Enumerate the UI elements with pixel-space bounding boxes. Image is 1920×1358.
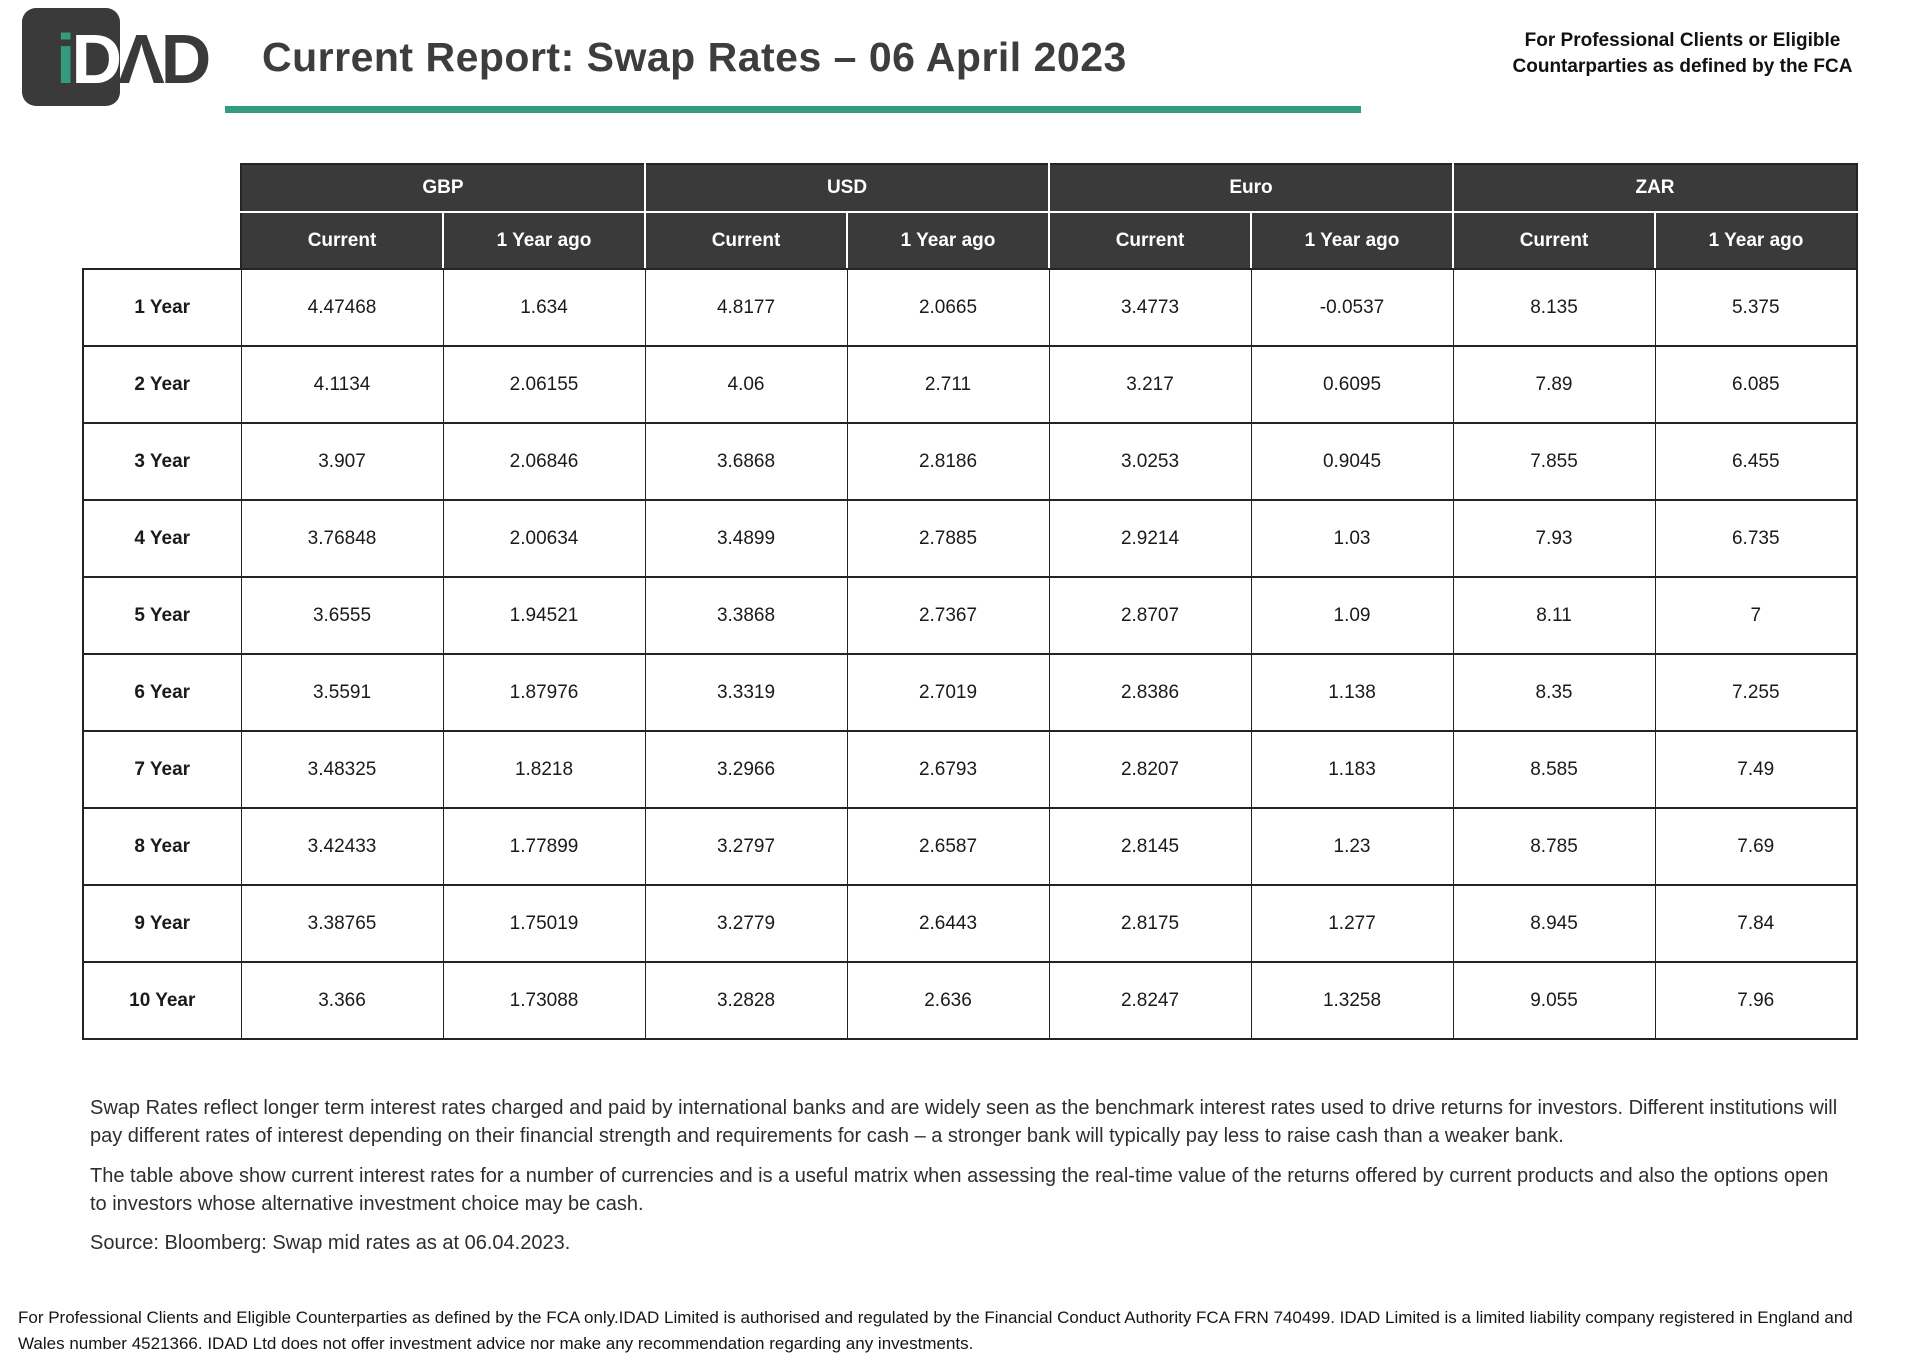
compliance-note-line2: Countarparties as defined by the FCA [1512,55,1853,77]
rate-cell: 8.585 [1453,731,1655,808]
rate-cell: 3.76848 [241,500,443,577]
rate-cell: 3.42433 [241,808,443,885]
rate-cell: 1.277 [1251,885,1453,962]
rate-cell: 2.8145 [1049,808,1251,885]
notes-paragraph-2: The table above show current interest rates for a number of currencies and is a useful matrix when assessing the real-time value of the returns offered by current products and also the options open to investors whose alternative investment choice may be cash. [90,1165,1829,1215]
rate-cell: 3.2797 [645,808,847,885]
rate-cell: 1.8218 [443,731,645,808]
rate-cell: 3.6555 [241,577,443,654]
rate-cell: 3.366 [241,962,443,1039]
notes-paragraph-1: Swap Rates reflect longer term interest rates charged and paid by international banks and are widely seen as the benchmark interest rates used to drive returns for investors. Different institutions will pay different rates of interest depending on their financial strength and requirements for cash – a stronger bank will typically pay less to raise cash than a weaker bank. [90,1097,1838,1147]
table-corner-spacer [83,164,241,212]
rate-cell: 3.4899 [645,500,847,577]
rate-cell: 2.8207 [1049,731,1251,808]
rate-cell: 2.8386 [1049,654,1251,731]
rate-cell: 3.217 [1049,346,1251,423]
row-label: 6 Year [83,654,241,731]
rate-cell: 2.7885 [847,500,1049,577]
row-label: 8 Year [83,808,241,885]
idad-logo [22,8,208,106]
rate-cell: 3.0253 [1049,423,1251,500]
swap-rates-table [82,163,1858,1040]
rate-cell: 4.06 [645,346,847,423]
row-label: 5 Year [83,577,241,654]
rate-cell: 2.06155 [443,346,645,423]
logo-letter-i: i [56,20,72,98]
subheader-1-year-ago: 1 Year ago [1655,212,1857,269]
rate-cell: -0.0537 [1251,269,1453,346]
row-label: 9 Year [83,885,241,962]
currency-group-header: Euro [1049,164,1453,212]
table-row [83,346,1857,423]
subheader-1-year-ago: 1 Year ago [443,212,645,269]
rate-cell: 7 [1655,577,1857,654]
rate-cell: 4.1134 [241,346,443,423]
rate-cell: 8.945 [1453,885,1655,962]
page-title: Current Report: Swap Rates – 06 April 2023 [262,34,1127,80]
rate-cell: 1.94521 [443,577,645,654]
rate-cell: 1.73088 [443,962,645,1039]
source-line: Source: Bloomberg: Swap mid rates as at 06.04.2023. [90,1232,571,1254]
rate-cell: 1.03 [1251,500,1453,577]
rate-cell: 2.0665 [847,269,1049,346]
rate-cell: 2.6793 [847,731,1049,808]
rate-cell: 2.6443 [847,885,1049,962]
logo-letters-ad: ΛD [118,20,208,98]
rate-cell: 3.2828 [645,962,847,1039]
rate-cell: 6.455 [1655,423,1857,500]
rate-cell: 8.785 [1453,808,1655,885]
rate-cell: 1.87976 [443,654,645,731]
row-label: 1 Year [83,269,241,346]
row-label: 10 Year [83,962,241,1039]
compliance-note-line1: For Professional Clients or Eligible [1524,30,1841,51]
rate-cell: 1.634 [443,269,645,346]
rate-cell: 1.75019 [443,885,645,962]
table-row [83,269,1857,346]
rate-cell: 7.93 [1453,500,1655,577]
rate-cell: 2.8247 [1049,962,1251,1039]
rate-cell: 0.6095 [1251,346,1453,423]
table-corner-spacer [83,212,241,269]
rate-cell: 3.38765 [241,885,443,962]
table-row [83,885,1857,962]
table-row [83,654,1857,731]
currency-group-row [83,164,1857,212]
rate-cell: 1.23 [1251,808,1453,885]
row-label: 4 Year [83,500,241,577]
table-header [83,164,1857,269]
rate-cell: 3.907 [241,423,443,500]
table-row [83,731,1857,808]
rate-cell: 7.89 [1453,346,1655,423]
subheader-current: Current [645,212,847,269]
rate-cell: 5.375 [1655,269,1857,346]
logo-letter-d: D [71,20,119,98]
footer-disclaimer: For Professional Clients and Eligible Counterparties as defined by the FCA only.IDAD Limited is authorised and regulated by the Financial Conduct Authority FCA FRN 740499. IDAD Limited is a limited liability company registered in England and Wales number 4521366. IDAD Ltd does not offer investment advice nor make any recommendation regarding any investments. [18,1308,1853,1354]
rate-cell: 2.7367 [847,577,1049,654]
currency-group-header: ZAR [1453,164,1857,212]
table-row [83,577,1857,654]
table-row [83,423,1857,500]
rate-cell: 3.2966 [645,731,847,808]
rate-cell: 3.3319 [645,654,847,731]
rate-cell: 2.8186 [847,423,1049,500]
rate-cell: 3.4773 [1049,269,1251,346]
rate-cell: 4.8177 [645,269,847,346]
rate-cell: 4.47468 [241,269,443,346]
table-row [83,808,1857,885]
subheader-current: Current [1049,212,1251,269]
currency-group-header: GBP [241,164,645,212]
rate-cell: 7.255 [1655,654,1857,731]
idad-logo-text [56,20,208,98]
rate-cell: 2.8707 [1049,577,1251,654]
rate-cell: 2.6587 [847,808,1049,885]
rate-cell: 3.5591 [241,654,443,731]
subheader-1-year-ago: 1 Year ago [847,212,1049,269]
table-row [83,962,1857,1039]
rate-cell: 2.636 [847,962,1049,1039]
subheader-current: Current [1453,212,1655,269]
rate-cell: 7.855 [1453,423,1655,500]
rate-cell: 6.085 [1655,346,1857,423]
rate-cell: 2.8175 [1049,885,1251,962]
rate-cell: 7.49 [1655,731,1857,808]
rate-cell: 2.7019 [847,654,1049,731]
rate-cell: 2.9214 [1049,500,1251,577]
rate-cell: 3.3868 [645,577,847,654]
table-row [83,500,1857,577]
row-label: 2 Year [83,346,241,423]
rate-cell: 8.35 [1453,654,1655,731]
swap-table-body [83,269,1857,1039]
rate-cell: 3.6868 [645,423,847,500]
rate-cell: 1.09 [1251,577,1453,654]
title-underline [225,106,1361,113]
compliance-note [1460,28,1905,79]
subheader-row [83,212,1857,269]
rate-cell: 9.055 [1453,962,1655,1039]
rate-cell: 7.84 [1655,885,1857,962]
rate-cell: 2.711 [847,346,1049,423]
rate-cell: 7.69 [1655,808,1857,885]
rate-cell: 1.138 [1251,654,1453,731]
rate-cell: 8.135 [1453,269,1655,346]
currency-group-header: USD [645,164,1049,212]
rate-cell: 1.3258 [1251,962,1453,1039]
rate-cell: 7.96 [1655,962,1857,1039]
rate-cell: 3.48325 [241,731,443,808]
rate-cell: 1.183 [1251,731,1453,808]
rate-cell: 3.2779 [645,885,847,962]
row-label: 3 Year [83,423,241,500]
subheader-current: Current [241,212,443,269]
rate-cell: 6.735 [1655,500,1857,577]
rate-cell: 2.00634 [443,500,645,577]
subheader-1-year-ago: 1 Year ago [1251,212,1453,269]
row-label: 7 Year [83,731,241,808]
rate-cell: 1.77899 [443,808,645,885]
rate-cell: 8.11 [1453,577,1655,654]
rate-cell: 0.9045 [1251,423,1453,500]
rate-cell: 2.06846 [443,423,645,500]
